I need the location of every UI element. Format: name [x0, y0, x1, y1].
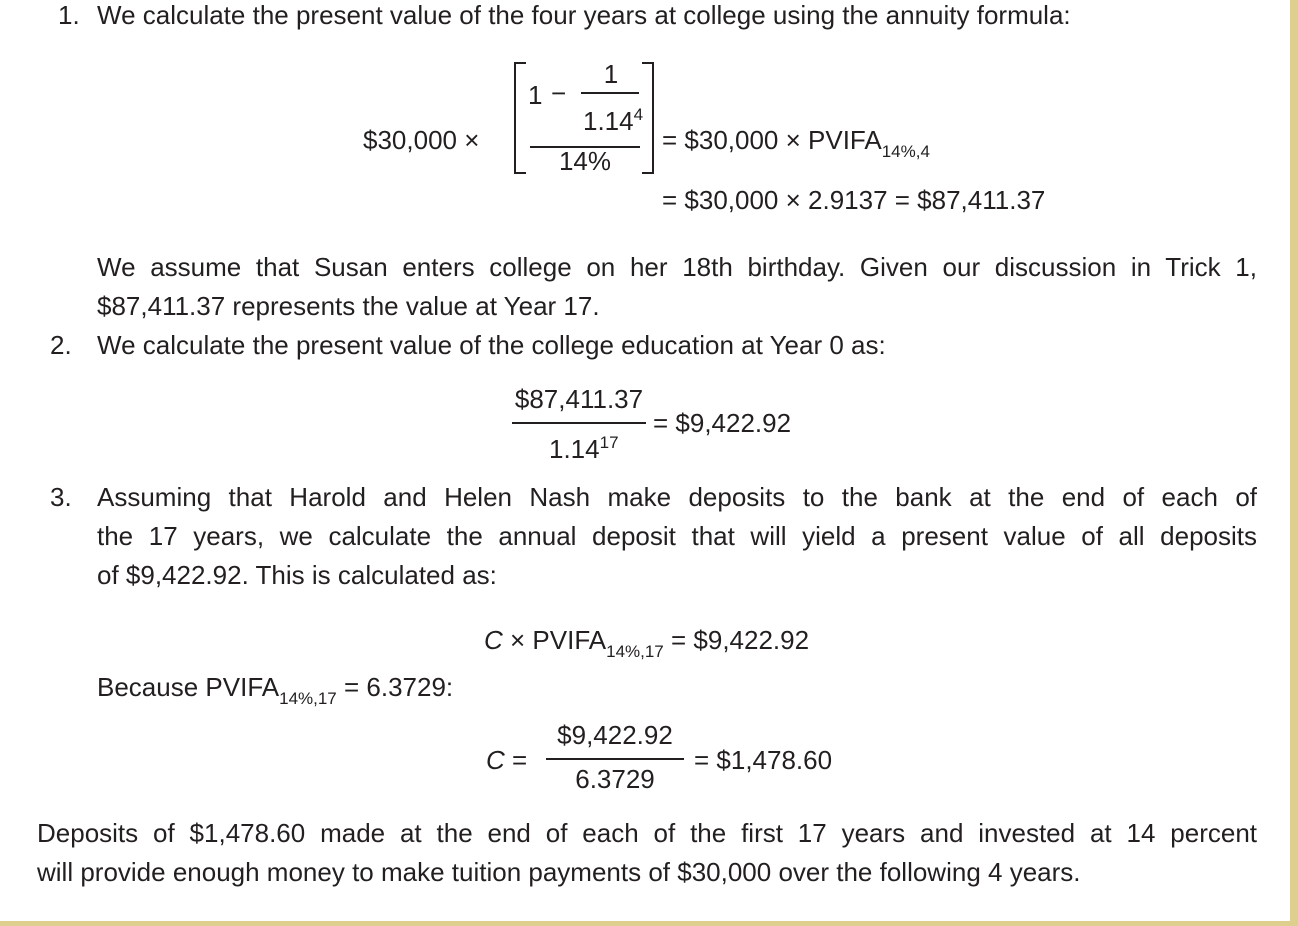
- eq2-fraction-bar: [512, 422, 646, 424]
- eq1-minus: −: [551, 78, 567, 108]
- eq1-inner-numerator: 1: [603, 59, 619, 89]
- item-3-line-3: of $9,422.92. This is calculated as:: [97, 560, 497, 590]
- item-1-para-line-2: $87,411.37 represents the value at Year 17.: [97, 291, 600, 321]
- eq2-rhs: = $9,422.92: [653, 408, 792, 438]
- item-2-number: 2.: [50, 330, 72, 360]
- item-3-line-2: the 17 years, we calculate the annual deposit that will yield a present value of all deposits: [97, 521, 1257, 551]
- eq4-rhs: = $1,478.60: [694, 745, 833, 775]
- eq2-denominator: 1.14$^{17}$: [549, 433, 619, 464]
- item-1-para-line-1: We assume that Susan enters college on her 18th birthday. Given our discussion in Trick 1,: [97, 252, 1257, 282]
- eq1-rate: 14%: [558, 146, 612, 176]
- item-3-line-1: Assuming that Harold and Helen Nash make deposits to the bank at the end of each of: [97, 482, 1257, 512]
- eq1-rhs2: = $30,000 × 2.9137 = $87,411.37: [662, 185, 1046, 215]
- eq4-denominator: 6.3729: [575, 764, 655, 794]
- right-bracket: [642, 62, 654, 174]
- eq2-numerator: $87,411.37: [514, 384, 644, 414]
- inner-fraction-bar: [581, 92, 639, 94]
- equation-3: $C \times PVIFA_{14\%,17}$ = $9,422.92: [484, 625, 810, 661]
- item-1-intro: We calculate the present value of the four years at college using the annuity formula:: [97, 0, 1071, 30]
- because-line: Because $PVIFA_{14\%,17} = 6.3729$:: [97, 672, 454, 708]
- eq4-numerator: $9,422.92: [557, 720, 673, 750]
- item-1-number: 1.: [58, 0, 80, 30]
- left-bracket: [514, 62, 526, 174]
- eq1-inner-denominator: 1.14$^4$: [583, 105, 644, 136]
- eq1-rhs1: = $30,000 × $PVIFA_{14\%,4}$: [662, 125, 930, 161]
- item-3-number: 3.: [50, 482, 72, 512]
- conclusion-line-1: Deposits of $1,478.60 made at the end of each of the first 17 years and invested at 14 percent: [37, 818, 1257, 848]
- eq4-lhs: C =: [486, 745, 528, 775]
- eq1-lhs: $30,000 ×: [363, 125, 480, 155]
- conclusion-line-2: will provide enough money to make tuition payments of $30,000 over the following 4 years.: [37, 857, 1081, 887]
- item-2-intro: We calculate the present value of the college education at Year 0 as:: [97, 330, 886, 360]
- eq1-one: 1: [528, 80, 543, 110]
- eq4-fraction-bar: [546, 758, 684, 760]
